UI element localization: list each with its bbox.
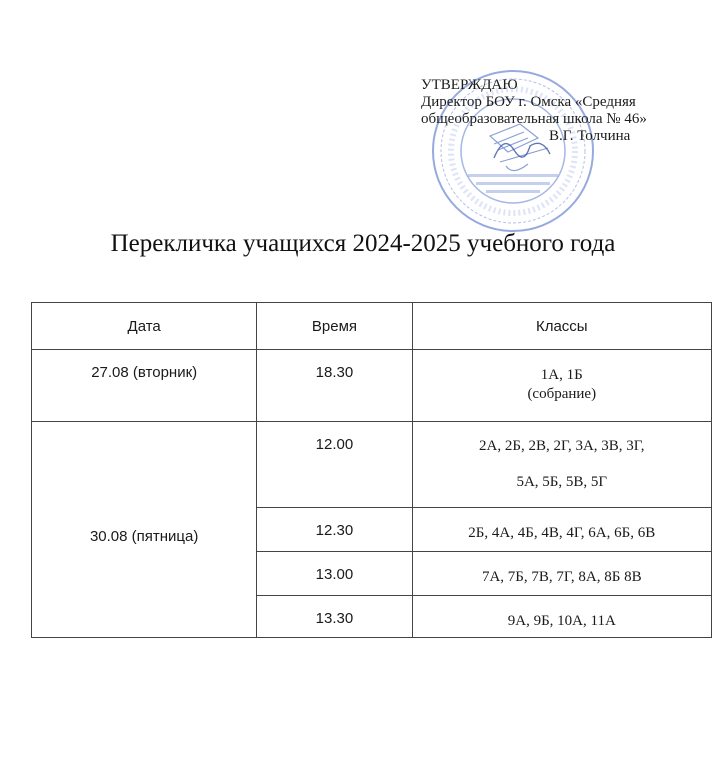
- page-title: Перекличка учащихся 2024-2025 учебного года: [110, 230, 616, 257]
- classes-line: 2Б, 4А, 4Б, 4В, 4Г, 6А, 6Б, 6В: [468, 525, 656, 541]
- header-time: Время: [257, 303, 412, 350]
- classes-cell: [412, 552, 711, 596]
- time-cell: 18.30: [257, 350, 412, 422]
- header-classes: Классы: [412, 303, 711, 350]
- date-cell: 27.08 (вторник): [32, 350, 257, 422]
- schedule-table: [31, 302, 712, 638]
- time-cell: 13.00: [257, 552, 412, 596]
- classes-line: 1А, 1Б: [540, 367, 583, 383]
- classes-line: 2А, 2Б, 2В, 2Г, 3А, 3В, 3Г,: [479, 438, 645, 454]
- classes-line: 5А, 5Б, 5В, 5Г: [516, 474, 608, 490]
- classes-line: 7А, 7Б, 7В, 7Г, 8А, 8Б 8В: [481, 569, 642, 585]
- time-cell: 13.30: [257, 596, 412, 638]
- time-cell: 12.00: [257, 422, 412, 508]
- approval-position: Директор БОУ г. Омска «Средняя: [421, 94, 636, 110]
- classes-cell: [412, 350, 711, 422]
- table-row: [32, 422, 712, 508]
- classes-cell: [412, 422, 711, 508]
- approval-school: общеобразовательная школа № 46»: [421, 111, 647, 127]
- table-header-row: [32, 303, 712, 350]
- classes-line: 9А, 9Б, 10А, 11А: [507, 613, 616, 629]
- approval-block: [421, 77, 721, 145]
- date-cell: 30.08 (пятница): [32, 422, 257, 638]
- classes-line: (собрание): [527, 386, 597, 402]
- header-date: Дата: [32, 303, 257, 350]
- classes-cell: [412, 596, 711, 638]
- time-cell: 12.30: [257, 508, 412, 552]
- approval-heading: УТВЕРЖДАЮ: [421, 77, 518, 93]
- classes-cell: [412, 508, 711, 552]
- approval-director-name: В.Г. Толчина: [549, 128, 631, 144]
- table-row: [32, 350, 712, 422]
